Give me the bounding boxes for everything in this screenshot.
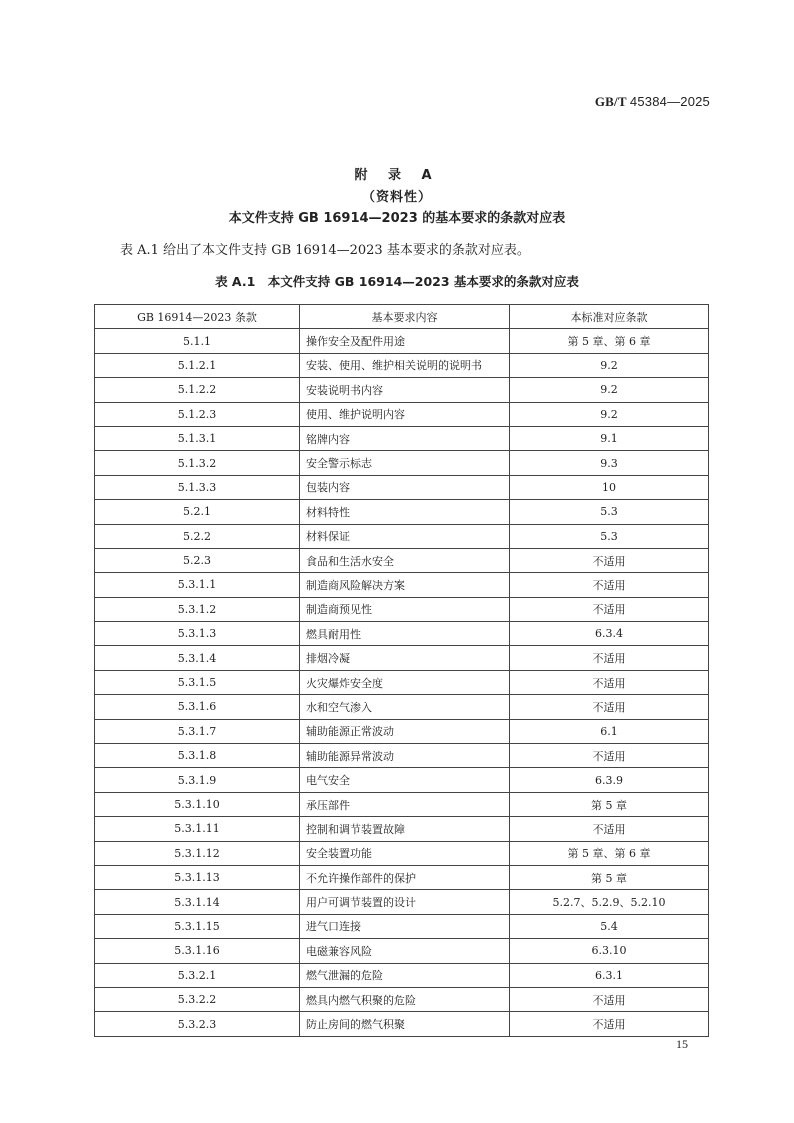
- gb-clause-cell: 5.3.1.11: [95, 817, 300, 841]
- table-caption: 表 A.1 本文件支持 GB 16914—2023 基本要求的条款对应表: [215, 274, 579, 289]
- table-row: [95, 792, 709, 816]
- this-standard-clause-cell: 不适用: [510, 695, 709, 719]
- table-row: [95, 573, 709, 597]
- annex-heading: 本文件支持 GB 16914—2023 的基本要求的条款对应表: [228, 211, 566, 226]
- this-standard-clause-cell: 不适用: [510, 744, 709, 768]
- requirement-cell: 电磁兼容风险: [300, 939, 510, 963]
- requirement-cell: 操作安全及配件用途: [300, 329, 510, 353]
- requirement-cell: 材料特性: [300, 500, 510, 524]
- this-standard-clause-cell: 6.1: [510, 719, 709, 743]
- gb-clause-cell: 5.3.1.10: [95, 792, 300, 816]
- table-row: [95, 695, 709, 719]
- gb-clause-cell: 5.2.1: [95, 500, 300, 524]
- table-row: [95, 817, 709, 841]
- requirement-cell: 安全警示标志: [300, 451, 510, 475]
- requirement-cell: 不允许操作部件的保护: [300, 865, 510, 889]
- clause-correspondence-table: [94, 304, 709, 1037]
- gb-clause-cell: 5.3.1.15: [95, 914, 300, 938]
- standard-prefix: GB/T: [594, 94, 627, 109]
- requirement-cell: 安全装置功能: [300, 841, 510, 865]
- gb-clause-cell: 5.3.1.3: [95, 622, 300, 646]
- table-row: [95, 914, 709, 938]
- gb-clause-cell: 5.2.2: [95, 524, 300, 548]
- this-standard-clause-cell: 5.3: [510, 524, 709, 548]
- gb-clause-cell: 5.2.3: [95, 548, 300, 572]
- page-number: 15: [676, 1037, 688, 1051]
- table-row: [95, 500, 709, 524]
- table-row: [95, 719, 709, 743]
- requirement-cell: 材料保证: [300, 524, 510, 548]
- requirement-cell: 燃具内燃气积聚的危险: [300, 987, 510, 1011]
- requirement-cell: 安装说明书内容: [300, 378, 510, 402]
- table-header-row: [95, 305, 709, 329]
- table-row: [95, 426, 709, 450]
- gb-clause-cell: 5.3.1.7: [95, 719, 300, 743]
- table-row: [95, 939, 709, 963]
- gb-clause-cell: 5.3.2.1: [95, 963, 300, 987]
- table-row: [95, 670, 709, 694]
- this-standard-clause-cell: 第 5 章: [510, 865, 709, 889]
- requirement-cell: 制造商预见性: [300, 597, 510, 621]
- gb-clause-cell: 5.1.2.3: [95, 402, 300, 426]
- gb-clause-cell: 5.3.2.3: [95, 1012, 300, 1036]
- table-row: [95, 353, 709, 377]
- requirement-cell: 包装内容: [300, 475, 510, 499]
- this-standard-clause-cell: 第 5 章、第 6 章: [510, 841, 709, 865]
- this-standard-clause-cell: 5.3: [510, 500, 709, 524]
- table-row: [95, 548, 709, 572]
- table-row: [95, 865, 709, 889]
- this-standard-clause-cell: 9.1: [510, 426, 709, 450]
- requirement-cell: 辅助能源正常波动: [300, 719, 510, 743]
- gb-clause-cell: 5.3.1.2: [95, 597, 300, 621]
- gb-clause-cell: 5.1.2.1: [95, 353, 300, 377]
- gb-clause-cell: 5.1.3.1: [95, 426, 300, 450]
- this-standard-clause-cell: 6.3.4: [510, 622, 709, 646]
- gb-clause-cell: 5.1.3.2: [95, 451, 300, 475]
- annex-title: 附 录 A: [354, 168, 440, 183]
- requirement-cell: 电气安全: [300, 768, 510, 792]
- requirement-cell: 用户可调节装置的设计: [300, 890, 510, 914]
- this-standard-clause-cell: 9.2: [510, 353, 709, 377]
- this-standard-clause-cell: 不适用: [510, 597, 709, 621]
- requirement-cell: 水和空气渗入: [300, 695, 510, 719]
- gb-clause-cell: 5.1.1: [95, 329, 300, 353]
- table-row: [95, 646, 709, 670]
- this-standard-clause-cell: 不适用: [510, 646, 709, 670]
- column-header-this-standard: 本标准对应条款: [510, 305, 709, 329]
- this-standard-clause-cell: 不适用: [510, 817, 709, 841]
- gb-clause-cell: 5.3.1.14: [95, 890, 300, 914]
- this-standard-clause-cell: 9.2: [510, 378, 709, 402]
- requirement-cell: 控制和调节装置故障: [300, 817, 510, 841]
- this-standard-clause-cell: 第 5 章、第 6 章: [510, 329, 709, 353]
- table-row: [95, 1012, 709, 1036]
- annex-type: （资料性）: [361, 190, 432, 205]
- requirement-cell: 辅助能源异常波动: [300, 744, 510, 768]
- this-standard-clause-cell: 不适用: [510, 1012, 709, 1036]
- table-row: [95, 597, 709, 621]
- table-row: [95, 622, 709, 646]
- table-row: [95, 744, 709, 768]
- gb-clause-cell: 5.3.1.9: [95, 768, 300, 792]
- requirement-cell: 燃具耐用性: [300, 622, 510, 646]
- this-standard-clause-cell: 不适用: [510, 987, 709, 1011]
- standard-number: 45384—2025: [629, 94, 710, 109]
- gb-clause-cell: 5.3.2.2: [95, 987, 300, 1011]
- gb-clause-cell: 5.1.3.3: [95, 475, 300, 499]
- requirement-cell: 安装、使用、维护相关说明的说明书: [300, 353, 510, 377]
- table-row: [95, 451, 709, 475]
- table-row: [95, 402, 709, 426]
- table-body: [95, 329, 709, 1036]
- this-standard-clause-cell: 不适用: [510, 670, 709, 694]
- this-standard-clause-cell: 5.2.7、5.2.9、5.2.10: [510, 890, 709, 914]
- this-standard-clause-cell: 6.3.9: [510, 768, 709, 792]
- this-standard-clause-cell: 10: [510, 475, 709, 499]
- table-row: [95, 963, 709, 987]
- table-row: [95, 987, 709, 1011]
- table-row: [95, 329, 709, 353]
- requirement-cell: 防止房间的燃气积聚: [300, 1012, 510, 1036]
- requirement-cell: 火灾爆炸安全度: [300, 670, 510, 694]
- requirement-cell: 排烟冷凝: [300, 646, 510, 670]
- requirement-cell: 承压部件: [300, 792, 510, 816]
- this-standard-clause-cell: 不适用: [510, 548, 709, 572]
- this-standard-clause-cell: 6.3.10: [510, 939, 709, 963]
- standard-number-header: [595, 94, 710, 110]
- column-header-requirement: 基本要求内容: [300, 305, 510, 329]
- this-standard-clause-cell: 9.2: [510, 402, 709, 426]
- table-row: [95, 841, 709, 865]
- requirement-cell: 食品和生活水安全: [300, 548, 510, 572]
- this-standard-clause-cell: 6.3.1: [510, 963, 709, 987]
- gb-clause-cell: 5.3.1.6: [95, 695, 300, 719]
- gb-clause-cell: 5.3.1.13: [95, 865, 300, 889]
- table-row: [95, 768, 709, 792]
- gb-clause-cell: 5.3.1.5: [95, 670, 300, 694]
- table-row: [95, 475, 709, 499]
- this-standard-clause-cell: 5.4: [510, 914, 709, 938]
- requirement-cell: 使用、维护说明内容: [300, 402, 510, 426]
- gb-clause-cell: 5.3.1.8: [95, 744, 300, 768]
- requirement-cell: 铭牌内容: [300, 426, 510, 450]
- table-row: [95, 890, 709, 914]
- gb-clause-cell: 5.1.2.2: [95, 378, 300, 402]
- column-header-gb-clause: GB 16914—2023 条款: [95, 305, 300, 329]
- table-row: [95, 524, 709, 548]
- gb-clause-cell: 5.3.1.12: [95, 841, 300, 865]
- requirement-cell: 进气口连接: [300, 914, 510, 938]
- intro-paragraph: 表 A.1 给出了本文件支持 GB 16914—2023 基本要求的条款对应表。: [120, 243, 530, 258]
- this-standard-clause-cell: 9.3: [510, 451, 709, 475]
- requirement-cell: 燃气泄漏的危险: [300, 963, 510, 987]
- gb-clause-cell: 5.3.1.1: [95, 573, 300, 597]
- requirement-cell: 制造商风险解决方案: [300, 573, 510, 597]
- this-standard-clause-cell: 不适用: [510, 573, 709, 597]
- gb-clause-cell: 5.3.1.4: [95, 646, 300, 670]
- this-standard-clause-cell: 第 5 章: [510, 792, 709, 816]
- gb-clause-cell: 5.3.1.16: [95, 939, 300, 963]
- table-row: [95, 378, 709, 402]
